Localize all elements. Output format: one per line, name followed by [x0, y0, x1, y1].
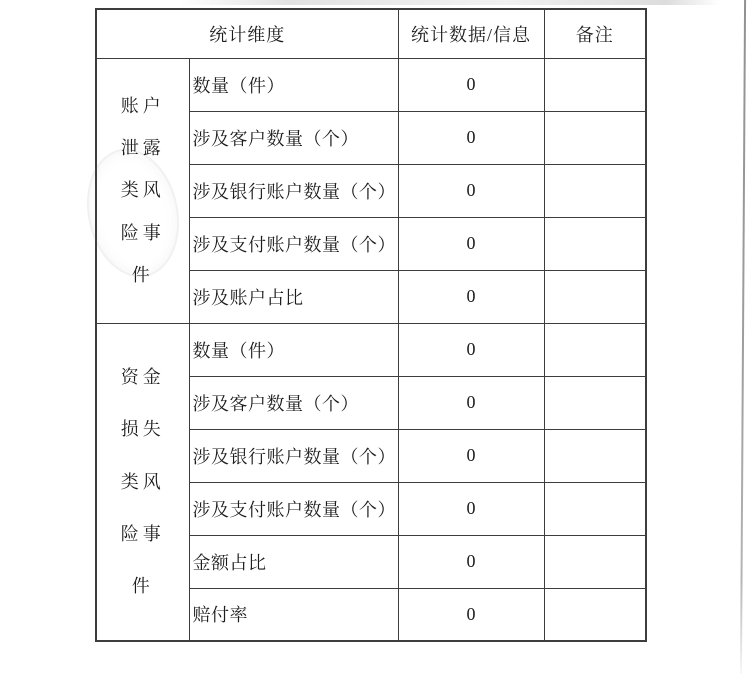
item-cell: 涉及客户数量（个） — [189, 111, 398, 164]
value-cell: 0 — [398, 535, 544, 588]
remark-cell — [544, 482, 646, 535]
value-cell: 0 — [398, 376, 544, 429]
value-cell: 0 — [398, 482, 544, 535]
remark-cell — [544, 588, 646, 641]
header-remark: 备注 — [544, 9, 646, 58]
scan-top-smear-artifact — [180, 0, 720, 5]
table-header-row — [96, 9, 646, 58]
group-label-text: 资金损失类风险事件 — [120, 367, 165, 597]
value-cell: 0 — [398, 323, 544, 376]
item-cell: 涉及账户占比 — [189, 270, 398, 323]
remark-cell — [544, 323, 646, 376]
table-row — [96, 58, 646, 111]
value-cell: 0 — [398, 217, 544, 270]
statistics-table — [95, 8, 647, 642]
header-data: 统计数据/信息 — [398, 9, 544, 58]
remark-cell — [544, 429, 646, 482]
item-cell: 涉及支付账户数量（个） — [189, 217, 398, 270]
value-cell: 0 — [398, 111, 544, 164]
value-cell: 0 — [398, 588, 544, 641]
item-cell: 数量（件） — [189, 58, 398, 111]
remark-cell — [544, 535, 646, 588]
remark-cell — [544, 111, 646, 164]
value-cell: 0 — [398, 58, 544, 111]
item-cell: 涉及支付账户数量（个） — [189, 482, 398, 535]
item-cell: 金额占比 — [189, 535, 398, 588]
remark-cell — [544, 376, 646, 429]
item-cell: 涉及银行账户数量（个） — [189, 164, 398, 217]
group-label-fund-loss — [96, 323, 189, 641]
item-cell: 涉及银行账户数量（个） — [189, 429, 398, 482]
value-cell: 0 — [398, 164, 544, 217]
remark-cell — [544, 217, 646, 270]
remark-cell — [544, 58, 646, 111]
remark-cell — [544, 164, 646, 217]
remark-cell — [544, 270, 646, 323]
value-cell: 0 — [398, 429, 544, 482]
table-row — [96, 323, 646, 376]
group-label-text: 账户泄露类风险事件 — [120, 95, 165, 285]
scan-page-edge-line — [740, 0, 746, 674]
header-dimension: 统计维度 — [96, 9, 398, 58]
item-cell: 赔付率 — [189, 588, 398, 641]
item-cell: 数量（件） — [189, 323, 398, 376]
item-cell: 涉及客户数量（个） — [189, 376, 398, 429]
value-cell: 0 — [398, 270, 544, 323]
